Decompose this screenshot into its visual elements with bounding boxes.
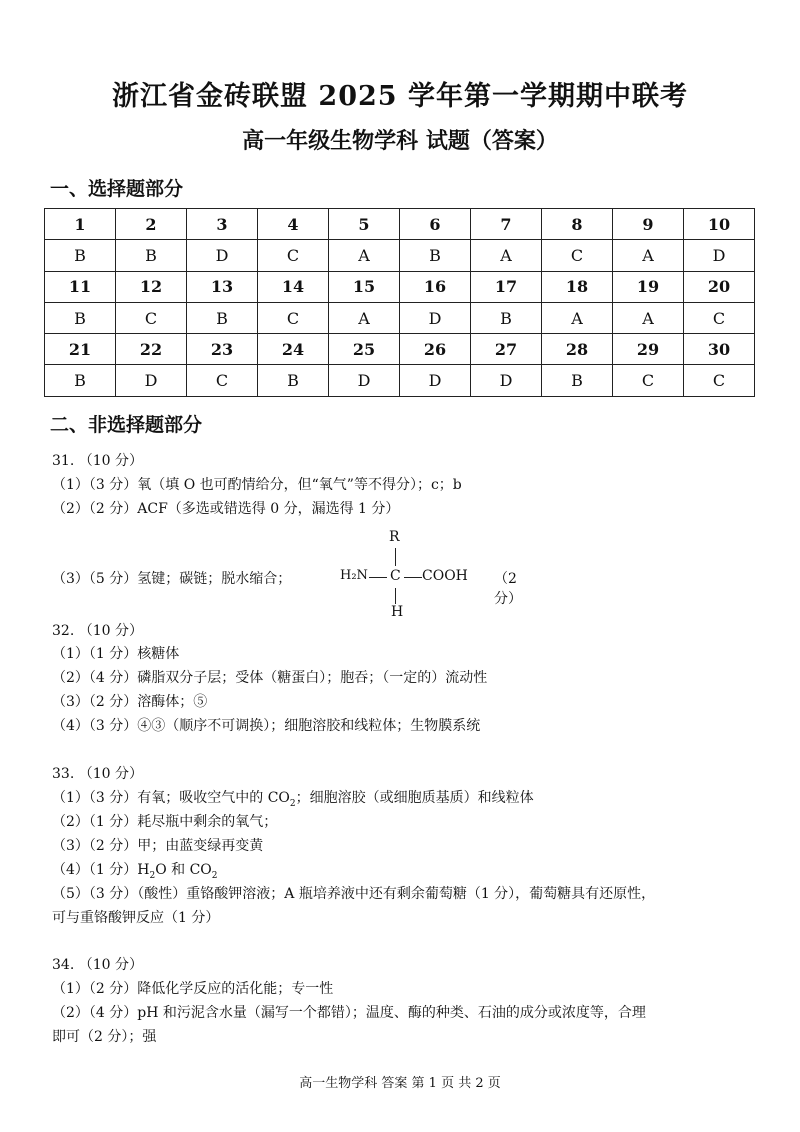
q32-answer-2: （2）（4 分）磷脂双分子层；受体（糖蛋白）；胞吞；（一定的）流动性	[52, 670, 488, 686]
formula-hydrogen: H	[391, 604, 404, 620]
answer-cell: D	[400, 365, 471, 396]
question-number-cell: 30	[684, 334, 755, 365]
answer-cell: C	[613, 365, 684, 396]
question-number-cell: 26	[400, 334, 471, 365]
question-32-heading: 32. （10 分）	[52, 623, 143, 639]
formula-bond-right	[404, 577, 422, 578]
answer-cell: B	[45, 365, 116, 396]
answer-cell: B	[542, 365, 613, 396]
q31-answer-3-score: （2 分）	[494, 571, 522, 607]
question-number-cell: 28	[542, 334, 613, 365]
question-number-cell: 25	[329, 334, 400, 365]
question-number-cell: 2	[116, 209, 187, 240]
question-number-cell: 9	[613, 209, 684, 240]
answer-cell: B	[187, 302, 258, 333]
question-33-heading: 33. （10 分）	[52, 766, 143, 782]
formula-central-carbon: C	[390, 568, 401, 584]
q33-answer-5-cont: 可与重铬酸钾反应（1 分）	[52, 910, 220, 926]
question-number-cell: 12	[116, 271, 187, 302]
q32-answer-3: （3）（2 分）溶酶体；⑤	[52, 694, 208, 710]
question-number-cell: 8	[542, 209, 613, 240]
q34-answer-2: （2）（4 分）pH 和污泥含水量（漏写一个都错）；温度、酶的种类、石油的成分或浓度等，合理	[52, 1005, 646, 1021]
question-number-cell: 3	[187, 209, 258, 240]
question-number-cell: 6	[400, 209, 471, 240]
answer-cell: A	[542, 302, 613, 333]
q32-answer-1: （1）（1 分）核糖体	[52, 646, 180, 662]
answer-row	[45, 240, 755, 271]
question-number-cell: 16	[400, 271, 471, 302]
answer-cell: C	[258, 240, 329, 271]
answer-cell: B	[45, 240, 116, 271]
question-number-cell: 21	[45, 334, 116, 365]
question-number-row	[45, 209, 755, 240]
document-subtitle: 高一年级生物学科 试题（答案）	[242, 128, 558, 154]
question-number-cell: 24	[258, 334, 329, 365]
answer-row	[45, 302, 755, 333]
question-number-cell: 27	[471, 334, 542, 365]
question-number-cell: 7	[471, 209, 542, 240]
answer-cell: A	[471, 240, 542, 271]
question-number-cell: 5	[329, 209, 400, 240]
answer-cell: C	[187, 365, 258, 396]
answer-cell: C	[684, 365, 755, 396]
answer-cell: C	[258, 302, 329, 333]
question-31-heading: 31. （10 分）	[52, 453, 143, 469]
question-number-cell: 13	[187, 271, 258, 302]
answer-cell: D	[116, 365, 187, 396]
section-heading-choice: 一、选择题部分	[50, 178, 184, 200]
answer-cell: D	[187, 240, 258, 271]
question-number-cell: 17	[471, 271, 542, 302]
answer-cell: B	[471, 302, 542, 333]
q33-answer-4a: （4）（1 分）H	[52, 862, 150, 878]
formula-amino-group: H₂N	[340, 568, 368, 583]
q32-answer-4: （4）（3 分）④③（顺序不可调换）；细胞溶胶和线粒体；生物膜系统	[52, 718, 481, 734]
answer-cell: C	[116, 302, 187, 333]
formula-carboxyl-group: COOH	[422, 568, 468, 584]
answer-cell: B	[45, 302, 116, 333]
q33-answer-4: （4）（1 分）$H_2O$ 和 $CO_2$	[52, 862, 218, 881]
answer-row	[45, 365, 755, 396]
answer-cell: B	[258, 365, 329, 396]
answer-cell: C	[542, 240, 613, 271]
q33-answer-3: （3）（2 分）甲；由蓝变绿再变黄	[52, 838, 264, 854]
page-footer: 高一生物学科 答案 第 1 页 共 2 页	[299, 1076, 501, 1091]
q33-answer-4b: O 和 CO	[155, 862, 212, 878]
q33-answer-1a: （1）（3 分）有氧；吸收空气中的 CO	[52, 790, 290, 806]
answer-cell: A	[613, 240, 684, 271]
section-heading-nonchoice: 二、非选择题部分	[50, 414, 203, 436]
answer-cell: C	[684, 302, 755, 333]
answer-cell: B	[400, 240, 471, 271]
formula-bond-bottom	[395, 588, 396, 604]
question-number-cell: 19	[613, 271, 684, 302]
question-number-cell: 22	[116, 334, 187, 365]
question-number-row	[45, 334, 755, 365]
question-number-cell: 11	[45, 271, 116, 302]
answer-cell: D	[400, 302, 471, 333]
document-title: 浙江省金砖联盟 2025 学年第一学期期中联考	[112, 81, 688, 112]
question-number-row	[45, 271, 755, 302]
question-number-cell: 10	[684, 209, 755, 240]
answer-cell: A	[329, 240, 400, 271]
answer-cell: A	[329, 302, 400, 333]
question-34-heading: 34. （10 分）	[52, 957, 143, 973]
formula-bond-left	[369, 577, 387, 578]
question-number-cell: 29	[613, 334, 684, 365]
answer-cell: B	[116, 240, 187, 271]
question-number-cell: 23	[187, 334, 258, 365]
q34-answer-1: （1）（2 分）降低化学反应的活化能；专一性	[52, 981, 334, 997]
q33-answer-2: （2）（1 分）耗尽瓶中剩余的氧气；	[52, 814, 278, 830]
question-number-cell: 15	[329, 271, 400, 302]
q34-answer-2-cont: 即可（2 分）；强	[52, 1029, 157, 1045]
q31-answer-2: （2）（2 分）ACF（多选或错选得 0 分，漏选得 1 分）	[52, 501, 400, 517]
question-number-cell: 4	[258, 209, 329, 240]
answer-cell: A	[613, 302, 684, 333]
answer-cell: D	[329, 365, 400, 396]
question-number-cell: 18	[542, 271, 613, 302]
q33-answer-1b: ；细胞溶胶（或细胞质基质）和线粒体	[295, 790, 534, 806]
formula-r-group: R	[389, 529, 400, 545]
answer-table	[44, 208, 755, 397]
q31-answer-1: （1）（3 分）氧（填 O 也可酌情给分，但“氧气”等不得分）；c；b	[52, 477, 462, 493]
q31-answer-3: （3）（5 分）氢键；碳链；脱水缩合；	[52, 571, 292, 587]
q33-answer-5: （5）（3 分）（酸性）重铬酸钾溶液；A 瓶培养液中还有剩余葡萄糖（1 分），葡萄糖具有还原性，	[52, 886, 656, 902]
formula-bond-top	[395, 548, 396, 566]
q33-answer-1: （1）（3 分）有氧；吸收空气中的 $CO_2$；细胞溶胶（或细胞质基质）和线粒体	[52, 790, 534, 809]
question-number-cell: 20	[684, 271, 755, 302]
answer-cell: D	[471, 365, 542, 396]
question-number-cell: 1	[45, 209, 116, 240]
question-number-cell: 14	[258, 271, 329, 302]
answer-cell: D	[684, 240, 755, 271]
